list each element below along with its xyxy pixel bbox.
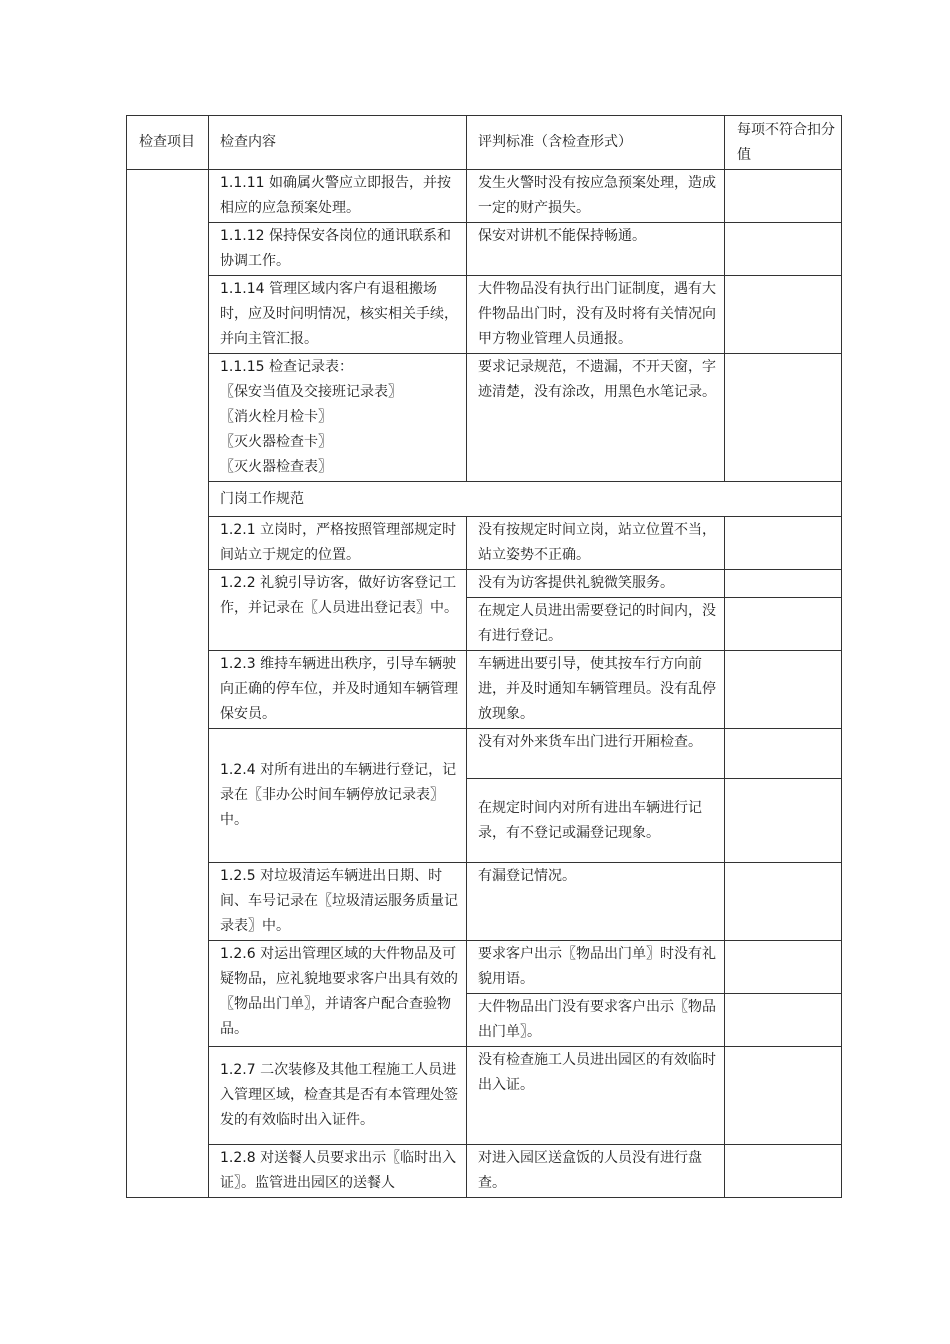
deduction-cell <box>725 863 842 941</box>
deduction-cell <box>725 941 842 994</box>
content-cell: 1.1.11 如确属火警应立即报告，并按相应的应急预案处理。 <box>209 170 467 223</box>
content-cell: 1.2.7 二次装修及其他工程施工人员进入管理区域，检查其是否有本管理处签发的有效临时出入证件。 <box>209 1047 467 1145</box>
content-cell: 1.2.6 对运出管理区域的大件物品及可疑物品，应礼貌地要求客户出具有效的〖物品出门单〗，并请客户配合查验物品。 <box>209 941 467 1047</box>
standard-cell: 没有对外来货车出门进行开厢检查。 <box>467 729 725 779</box>
content-cell: 1.2.3 维持车辆进出秩序，引导车辆驶向正确的停车位，并及时通知车辆管理保安员。 <box>209 651 467 729</box>
standard-cell: 大件物品没有执行出门证制度，遇有大件物品出门时，没有及时将有关情况向甲方物业管理人员通报。 <box>467 276 725 354</box>
standard-cell: 大件物品出门没有要求客户出示〖物品出门单〗。 <box>467 994 725 1047</box>
deduction-cell <box>725 223 842 276</box>
standard-cell: 保安对讲机不能保持畅通。 <box>467 223 725 276</box>
table-row <box>127 941 842 994</box>
header-deduction: 每项不符合扣分值 <box>725 116 842 170</box>
table-row <box>127 354 842 482</box>
table-row <box>127 223 842 276</box>
header-standard: 评判标准（含检查形式） <box>467 116 725 170</box>
header-row <box>127 116 842 170</box>
content-cell: 1.2.2 礼貌引导访客，做好访客登记工作，并记录在〖人员进出登记表〗中。 <box>209 570 467 651</box>
table-row <box>127 863 842 941</box>
content-cell: 1.2.5 对垃圾清运车辆进出日期、时间、车号记录在〖垃圾清运服务质量记录表〗中。 <box>209 863 467 941</box>
table-row <box>127 1145 842 1198</box>
table-row <box>127 170 842 223</box>
content-cell: 1.1.14 管理区域内客户有退租搬场时，应及时问明情况，核实相关手续，并向主管汇报。 <box>209 276 467 354</box>
deduction-cell <box>725 517 842 570</box>
content-cell: 1.2.4 对所有进出的车辆进行登记，记录在〖非办公时间车辆停放记录表〗中。 <box>209 729 467 863</box>
standard-cell: 车辆进出要引导，使其按车行方向前进，并及时通知车辆管理员。没有乱停放现象。 <box>467 651 725 729</box>
deduction-cell <box>725 276 842 354</box>
table-row <box>127 570 842 598</box>
deduction-cell <box>725 1145 842 1198</box>
content-cell: 1.2.8 对送餐人员要求出示〖临时出入证〗。监管进出园区的送餐人 <box>209 1145 467 1198</box>
table-row <box>127 729 842 779</box>
item-cell <box>127 170 209 1198</box>
deduction-cell <box>725 170 842 223</box>
standard-cell: 在规定时间内对所有进出车辆进行记录，有不登记或漏登记现象。 <box>467 779 725 863</box>
table-row <box>127 517 842 570</box>
standard-cell: 要求客户出示〖物品出门单〗时没有礼貌用语。 <box>467 941 725 994</box>
standard-cell: 没有按规定时间立岗，站立位置不当，站立姿势不正确。 <box>467 517 725 570</box>
deduction-cell <box>725 598 842 651</box>
table-row <box>127 276 842 354</box>
content-cell: 1.1.15 检查记录表： 〖保安当值及交接班记录表〗 〖消火栓月检卡〗 〖灭火器检查卡〗 〖灭火器检查表〗 <box>209 354 467 482</box>
standard-cell: 在规定人员进出需要登记的时间内，没有进行登记。 <box>467 598 725 651</box>
standard-cell: 没有为访客提供礼貌微笑服务。 <box>467 570 725 598</box>
deduction-cell <box>725 570 842 598</box>
inspection-table <box>126 115 842 1198</box>
deduction-cell <box>725 651 842 729</box>
standard-cell: 发生火警时没有按应急预案处理，造成一定的财产损失。 <box>467 170 725 223</box>
section-title: 门岗工作规范 <box>209 482 842 517</box>
deduction-cell <box>725 994 842 1047</box>
deduction-cell <box>725 779 842 863</box>
content-cell: 1.2.1 立岗时，严格按照管理部规定时间站立于规定的位置。 <box>209 517 467 570</box>
table-row <box>127 651 842 729</box>
table-row <box>127 1047 842 1145</box>
header-item: 检查项目 <box>127 116 209 170</box>
standard-cell: 没有检查施工人员进出园区的有效临时出入证。 <box>467 1047 725 1145</box>
standard-cell: 要求记录规范，不遗漏，不开天窗，字迹清楚，没有涂改，用黑色水笔记录。 <box>467 354 725 482</box>
standard-cell: 对进入园区送盒饭的人员没有进行盘查。 <box>467 1145 725 1198</box>
deduction-cell <box>725 1047 842 1145</box>
header-content: 检查内容 <box>209 116 467 170</box>
section-row <box>127 482 842 517</box>
content-cell: 1.1.12 保持保安各岗位的通讯联系和协调工作。 <box>209 223 467 276</box>
deduction-cell <box>725 729 842 779</box>
standard-cell: 有漏登记情况。 <box>467 863 725 941</box>
deduction-cell <box>725 354 842 482</box>
